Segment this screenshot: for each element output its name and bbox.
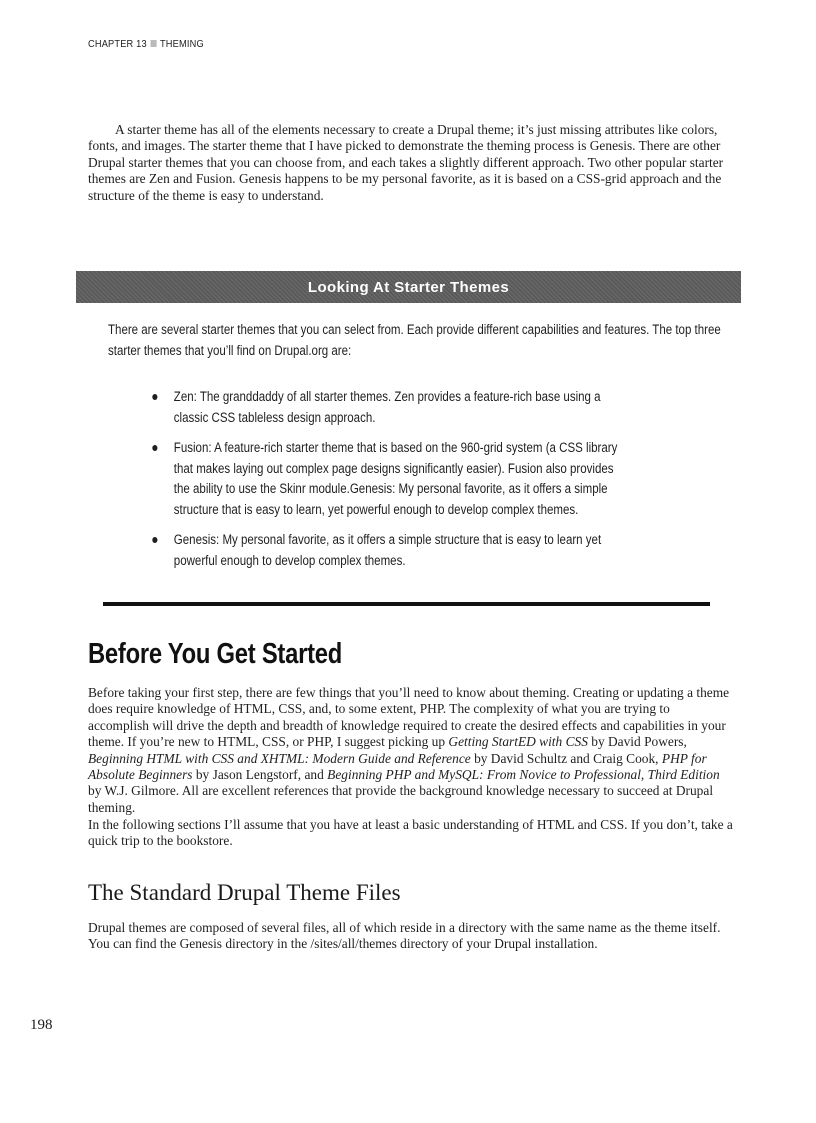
intro-paragraph: A starter theme has all of the elements necessary to create a Drupal theme; it’s just missing attributes like colors, fonts, and images. The starter theme that I have picked to demonstrate the theming process is Genesis. There are other Drupal starter themes that you can choose from, and each takes a slightly different approach. Two other popular starter themes are Zen and Fusion. Genesis happens to be my personal favorite, as it is based on a CSS-grid approach and the structure of the theme is easy to understand. <box>88 122 724 203</box>
section-heading: Before You Get Started <box>88 638 343 670</box>
bullet-icon <box>152 537 157 543</box>
chapter-label: CHAPTER 13 <box>88 38 147 50</box>
list-item <box>148 530 647 571</box>
page-number: 198 <box>30 1017 53 1033</box>
list-item <box>148 387 647 428</box>
book-title: Beginning HTML with CSS and XHTML: Modern Guide and Reference <box>88 750 471 766</box>
body-paragraph: In the following sections I’ll assume that you have at least a basic understanding of HTML and CSS. If you don’t, take a quick trip to the bookstore. <box>88 817 733 849</box>
sidebar-title-bar <box>76 271 741 303</box>
book-title: Beginning PHP and MySQL: From Novice to Professional, Third Edition <box>327 767 720 783</box>
list-item <box>148 438 647 520</box>
list-item-text: Genesis: My personal favorite, as it offers a simple structure that is easy to learn yet powerful enough to develop complex themes. <box>173 532 602 568</box>
running-header <box>88 38 204 50</box>
book-title: Getting StartED with CSS <box>448 734 588 750</box>
book-title: PHP for Absolute Beginners <box>88 750 707 783</box>
list-item-text: Fusion: A feature-rich starter theme that is based on the 960-grid system (a CSS library that makes laying out complex page designs significantly easier). Fusion also provides the ability to use the Skinr module.Genesis: My personal favorite, as it offers a simple structure that is easy to learn, yet powerful enough to develop complex themes. <box>173 440 618 517</box>
sidebar-bottom-rule <box>103 602 710 606</box>
section-label: THEMING <box>159 38 204 50</box>
starter-theme-list <box>148 387 647 571</box>
sidebar-intro: There are several starter themes that you can select from. Each provide different capabilities and features. The top three starter themes that you’ll find on Drupal.org are: <box>108 322 721 358</box>
list-item-text: Zen: The granddaddy of all starter themes. Zen provides a feature-rich base using a classic CSS tableless design approach. <box>173 389 601 425</box>
bullet-icon <box>152 445 157 451</box>
subsection-heading: The Standard Drupal Theme Files <box>88 880 401 905</box>
sidebar-title: Looking At Starter Themes <box>307 278 510 296</box>
body-paragraph: Drupal themes are composed of several files, all of which reside in a directory with the same name as the theme itself. You can find the Genesis directory in the /sites/all/themes directory of your Drupal installation. <box>88 920 721 952</box>
separator-square-icon <box>150 40 156 47</box>
bullet-icon <box>152 394 157 400</box>
body-paragraph: Before taking your first step, there are few things that you’ll need to know about theming. Creating or updating a theme does require knowledge of HTML, CSS, and, to some extent, PHP. The complexity of what you are trying to accomplish will drive the depth and breadth of knowledge required to create the desired effects and capabilities in your theme. If you’re new to HTML, CSS, or PHP, I suggest picking up Getting StartED with CSS by David Powers, Beginning HTML with CSS and XHTML: Modern Guide and Reference by David Schultz and Craig Cook, PHP for Absolute Beginners by Jason Lengstorf, and Beginning PHP and MySQL: From Novice to Professional, Third Edition by W.J. Gilmore. All are excellent references that provide the background knowledge necessary to succeed at Drupal theming. <box>88 685 730 815</box>
